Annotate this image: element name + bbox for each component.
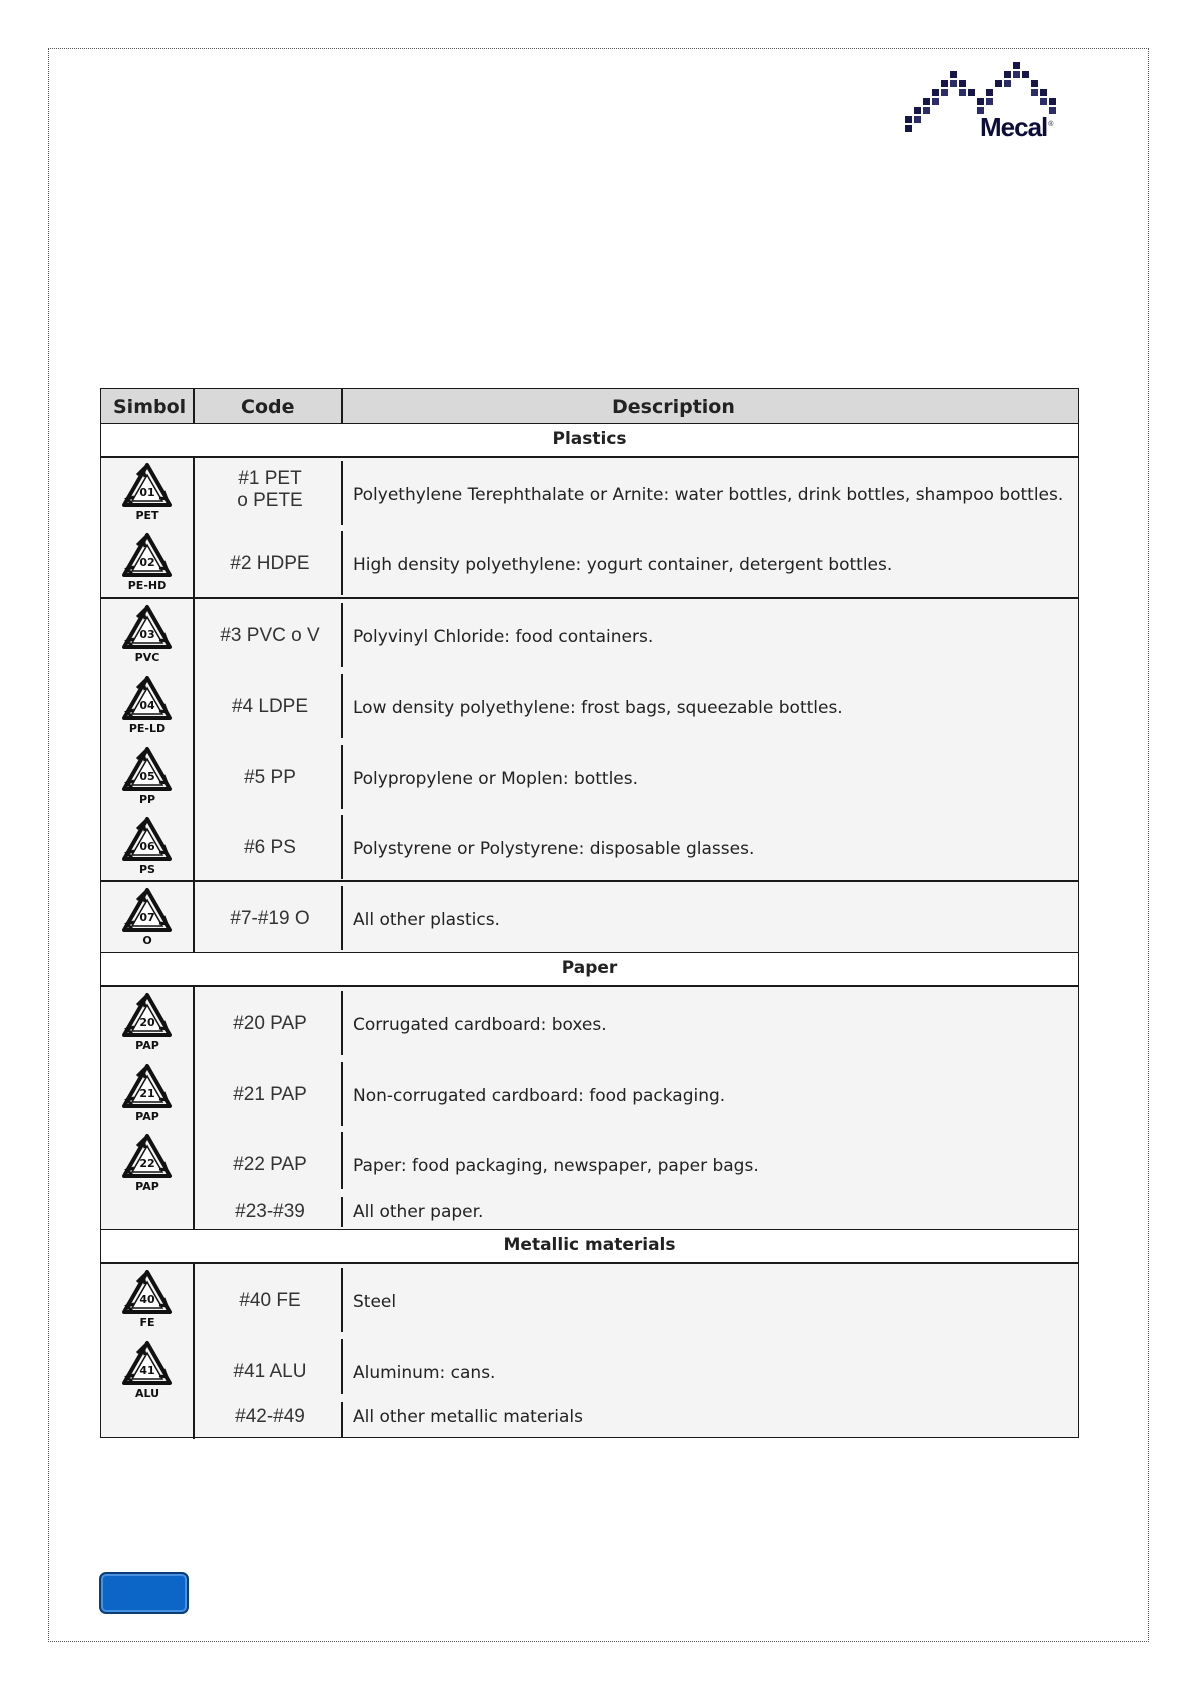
recycle-number: 41 bbox=[139, 1364, 155, 1377]
recycle-symbol-icon bbox=[119, 1062, 175, 1126]
row-code-line: #23-#39 bbox=[235, 1201, 305, 1222]
column-divider bbox=[341, 603, 343, 667]
row-code-line: #3 PVC o V bbox=[220, 625, 320, 646]
recycle-abbreviation: ALU bbox=[134, 1387, 160, 1400]
section-plastics: Plastics bbox=[101, 424, 1078, 457]
row-code-line: #41 ALU bbox=[233, 1361, 307, 1382]
row-description: Polyvinyl Chloride: food containers. bbox=[353, 627, 654, 647]
recycle-abbreviation: PE-HD bbox=[127, 579, 167, 592]
row-code bbox=[195, 1290, 345, 1312]
row-code-line: #6 PS bbox=[244, 837, 296, 858]
recycle-abbreviation: FE bbox=[139, 1316, 155, 1329]
divider bbox=[101, 456, 1078, 458]
recycle-number: 01 bbox=[139, 486, 155, 499]
recycle-symbol-icon bbox=[119, 1339, 175, 1403]
recycle-number: 05 bbox=[139, 770, 155, 783]
recycle-number: 06 bbox=[139, 840, 155, 853]
row-description: Polyethylene Terephthalate or Arnite: water bottles, drink bottles, shampoo bottles. bbox=[353, 485, 1064, 505]
page-button[interactable] bbox=[99, 1572, 189, 1614]
divider bbox=[101, 880, 1078, 882]
column-divider bbox=[341, 1339, 343, 1394]
recycle-number: 03 bbox=[139, 628, 155, 641]
recycle-abbreviation: PET bbox=[135, 509, 159, 522]
row-code-line: #20 PAP bbox=[233, 1013, 307, 1034]
row-code bbox=[195, 553, 345, 575]
recycle-number: 07 bbox=[139, 911, 155, 924]
column-divider bbox=[341, 674, 343, 738]
divider bbox=[101, 597, 1078, 599]
recycle-abbreviation: O bbox=[142, 934, 152, 947]
row-code bbox=[195, 1084, 345, 1106]
recycle-abbreviation: PAP bbox=[135, 1180, 159, 1193]
recycle-symbol-icon bbox=[119, 1268, 175, 1332]
row-code bbox=[195, 625, 345, 647]
row-code bbox=[195, 767, 345, 789]
recycle-number: 02 bbox=[139, 556, 155, 569]
row-description: Polystyrene or Polystyrene: disposable glasses. bbox=[353, 839, 755, 859]
recycle-symbol-icon bbox=[119, 603, 175, 667]
divider bbox=[101, 985, 1078, 987]
recycle-symbol-icon bbox=[119, 531, 175, 595]
recycle-number: 20 bbox=[139, 1016, 155, 1029]
row-code-line: #42-#49 bbox=[235, 1406, 305, 1427]
column-divider bbox=[341, 991, 343, 1055]
recycle-abbreviation: PVC bbox=[134, 651, 160, 664]
recycle-number: 04 bbox=[139, 699, 155, 712]
row-description: High density polyethylene: yogurt container, detergent bottles. bbox=[353, 555, 893, 575]
table-header bbox=[101, 389, 1078, 424]
row-description: All other metallic materials bbox=[353, 1407, 584, 1427]
row-code bbox=[195, 696, 345, 718]
divider bbox=[101, 1262, 1078, 1264]
header-description: Description bbox=[612, 396, 735, 418]
row-code-line: #2 HDPE bbox=[230, 553, 310, 574]
row-code-line: #5 PP bbox=[244, 767, 296, 788]
header-symbol: Simbol bbox=[113, 396, 187, 418]
column-divider bbox=[341, 531, 343, 595]
recycle-abbreviation: PP bbox=[138, 793, 156, 806]
recycle-abbreviation: PS bbox=[139, 863, 155, 876]
row-code-line: #4 LDPE bbox=[231, 696, 309, 717]
column-divider bbox=[341, 886, 343, 950]
recycle-symbol-icon bbox=[119, 1132, 175, 1196]
row-code bbox=[195, 1154, 345, 1176]
column-divider bbox=[193, 457, 195, 953]
recycle-symbol-icon bbox=[119, 886, 175, 950]
row-code-line: o PETE bbox=[237, 490, 303, 511]
row-code bbox=[195, 837, 345, 859]
column-divider bbox=[341, 1402, 343, 1437]
row-code bbox=[195, 1013, 345, 1035]
recycle-symbol-icon bbox=[119, 815, 175, 879]
row-description: Polypropylene or Moplen: bottles. bbox=[353, 769, 639, 789]
row-code-line: #1 PET bbox=[238, 468, 302, 489]
recycle-symbol-icon bbox=[119, 674, 175, 738]
row-code bbox=[195, 468, 345, 512]
recycle-symbol-icon bbox=[119, 991, 175, 1055]
recycle-abbreviation: PAP bbox=[135, 1039, 159, 1052]
row-description: Corrugated cardboard: boxes. bbox=[353, 1015, 607, 1035]
recycle-symbol-icon bbox=[119, 745, 175, 809]
row-description: All other plastics. bbox=[353, 910, 500, 930]
recycle-number: 40 bbox=[139, 1293, 155, 1306]
column-divider bbox=[341, 1268, 343, 1332]
recycle-number: 22 bbox=[139, 1157, 155, 1170]
column-divider bbox=[193, 986, 195, 1230]
row-description: Aluminum: cans. bbox=[353, 1363, 496, 1383]
row-description: Steel bbox=[353, 1292, 397, 1312]
row-description: All other paper. bbox=[353, 1202, 484, 1222]
row-code-line: #40 FE bbox=[239, 1290, 301, 1311]
recycling-codes-table bbox=[100, 388, 1079, 1438]
row-description: Low density polyethylene: frost bags, squeezable bottles. bbox=[353, 698, 843, 718]
logo-wordmark: Mecal® bbox=[980, 112, 1053, 142]
recycle-number: 21 bbox=[139, 1087, 155, 1100]
column-divider bbox=[341, 1062, 343, 1126]
section-metallic: Metallic materials bbox=[101, 1230, 1078, 1263]
recycle-symbol-icon bbox=[119, 461, 175, 525]
column-divider bbox=[341, 815, 343, 879]
row-description: Non-corrugated cardboard: food packaging. bbox=[353, 1086, 726, 1106]
column-divider bbox=[341, 461, 343, 525]
column-divider bbox=[341, 389, 343, 424]
row-code bbox=[195, 1406, 345, 1428]
column-divider bbox=[341, 1197, 343, 1227]
header-code: Code bbox=[241, 396, 295, 418]
column-divider bbox=[193, 1263, 195, 1439]
row-code bbox=[195, 1361, 345, 1383]
section-paper: Paper bbox=[101, 953, 1078, 986]
column-divider bbox=[341, 1132, 343, 1189]
recycle-abbreviation: PAP bbox=[135, 1110, 159, 1123]
column-divider bbox=[193, 389, 195, 424]
row-description: Paper: food packaging, newspaper, paper bags. bbox=[353, 1156, 759, 1176]
row-code-line: #7-#19 O bbox=[230, 908, 310, 929]
recycle-abbreviation: PE-LD bbox=[128, 722, 166, 735]
column-divider bbox=[341, 745, 343, 809]
row-code-line: #21 PAP bbox=[233, 1084, 307, 1105]
row-code bbox=[195, 908, 345, 930]
row-code bbox=[195, 1201, 345, 1223]
row-code-line: #22 PAP bbox=[233, 1154, 307, 1175]
